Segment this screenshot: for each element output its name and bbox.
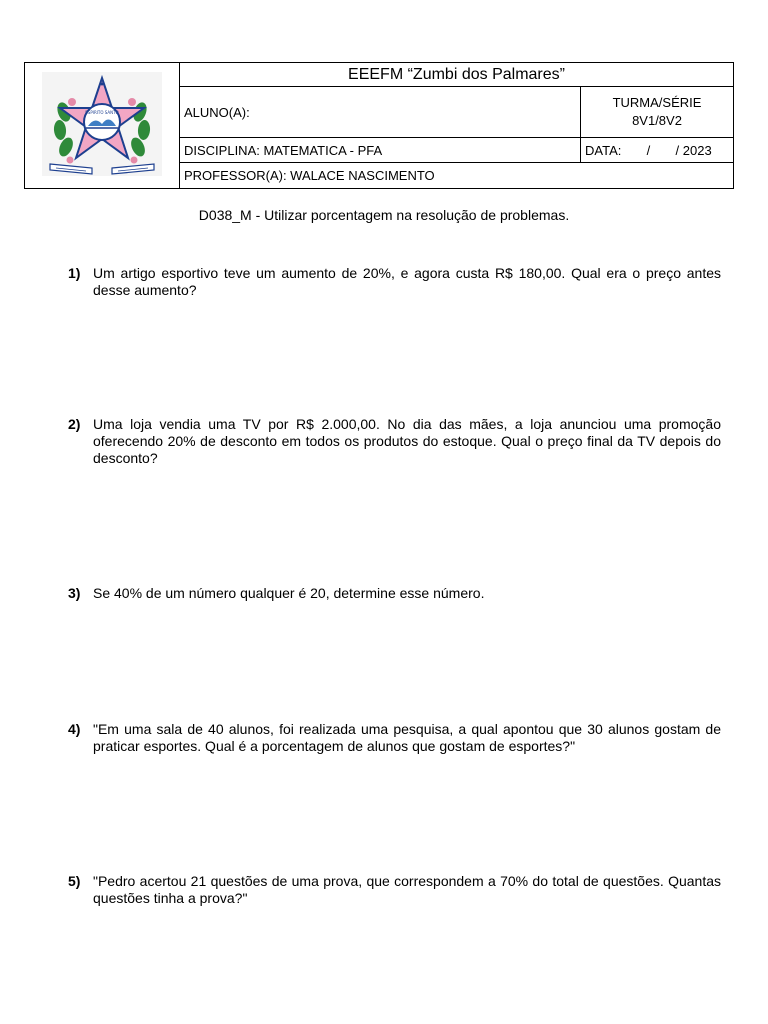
date-field[interactable]: DATA: / / 2023 (581, 138, 734, 163)
student-label: ALUNO(A): (184, 104, 250, 120)
class-label: TURMA/SÉRIE (612, 95, 702, 110)
class-field (581, 87, 734, 138)
question-5 (68, 873, 721, 907)
question-number: 4) (68, 721, 81, 737)
question-2 (68, 416, 721, 467)
class-value: 8V1/8V2 (632, 113, 682, 128)
student-name-field[interactable] (180, 87, 581, 138)
subject-field: DISCIPLINA: MATEMATICA - PFA (180, 138, 581, 163)
question-number: 1) (68, 265, 81, 281)
question-text: Um artigo esportivo teve um aumento de 20%, e agora custa R$ 180,00. Qual era o preço antes desse aumento? (93, 265, 721, 298)
question-number: 5) (68, 873, 81, 889)
state-crest (25, 63, 180, 189)
question-text: Uma loja vendia uma TV por R$ 2.000,00. No dia das mães, a loja anunciou uma promoção oferecendo 20% de desconto em todos os produtos do estoque. Qual o preço final da TV depois do desconto? (93, 416, 721, 466)
question-3 (68, 585, 721, 602)
question-text: "Em uma sala de 40 alunos, foi realizada uma pesquisa, a qual apontou que 30 alunos gostam de praticar esportes. Qual é a porcentagem de alunos que gostam de esportes?" (93, 721, 721, 754)
question-text: Se 40% de um número qualquer é 20, determine esse número. (93, 585, 485, 601)
question-text: "Pedro acertou 21 questões de uma prova, que correspondem a 70% do total de questões. Quantas questões tinha a prova?" (93, 873, 721, 906)
state-coat-of-arms-icon (42, 72, 162, 176)
header-table (24, 62, 734, 189)
question-number: 3) (68, 585, 81, 601)
question-1 (68, 265, 721, 299)
teacher-field: PROFESSOR(A): WALACE NASCIMENTO (180, 163, 734, 189)
svg-text:ESPIRITO SANTO: ESPIRITO SANTO (85, 110, 119, 115)
question-4 (68, 721, 721, 755)
school-name: EEEFM “Zumbi dos Palmares” (180, 63, 734, 87)
question-number: 2) (68, 416, 81, 432)
skill-descriptor: D038_M - Utilizar porcentagem na resolução de problemas. (198, 207, 570, 223)
